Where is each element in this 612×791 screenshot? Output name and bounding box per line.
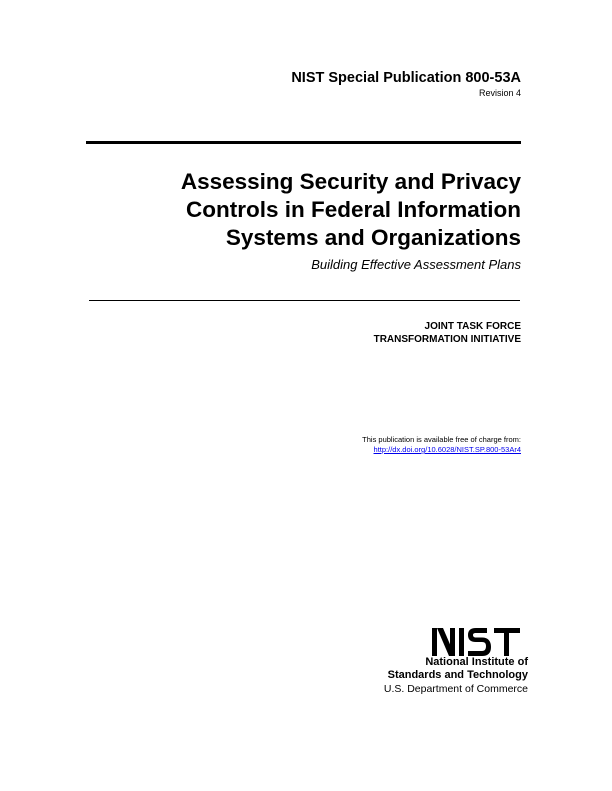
availability-note: [362, 435, 521, 455]
nist-logo-icon: [432, 628, 520, 656]
author-line-1: JOINT TASK FORCE: [424, 321, 521, 332]
title-line-1: Assessing Security and Privacy: [180, 169, 521, 194]
thick-divider: [86, 141, 521, 144]
availability-text: This publication is available free of charge from:: [362, 435, 521, 444]
nist-institution: [384, 656, 528, 696]
publication-number: NIST Special Publication 800-53A: [291, 70, 521, 86]
institute-line-1: National Institute of: [425, 656, 528, 668]
revision-label: Revision 4: [478, 88, 521, 98]
institute-line-2: Standards and Technology: [387, 669, 528, 681]
department-name: U.S. Department of Commerce: [383, 683, 528, 695]
title-line-3: Systems and Organizations: [225, 225, 521, 250]
author-line-2: TRANSFORMATION INITIATIVE: [373, 334, 521, 345]
thin-divider: [89, 300, 520, 301]
doi-link[interactable]: http://dx.doi.org/10.6028/NIST.SP.800-53Ar4: [373, 445, 521, 454]
document-subtitle: Building Effective Assessment Plans: [311, 257, 521, 272]
author-block: [374, 320, 521, 346]
document-title: [181, 168, 521, 252]
title-line-2: Controls in Federal Information: [185, 197, 521, 222]
